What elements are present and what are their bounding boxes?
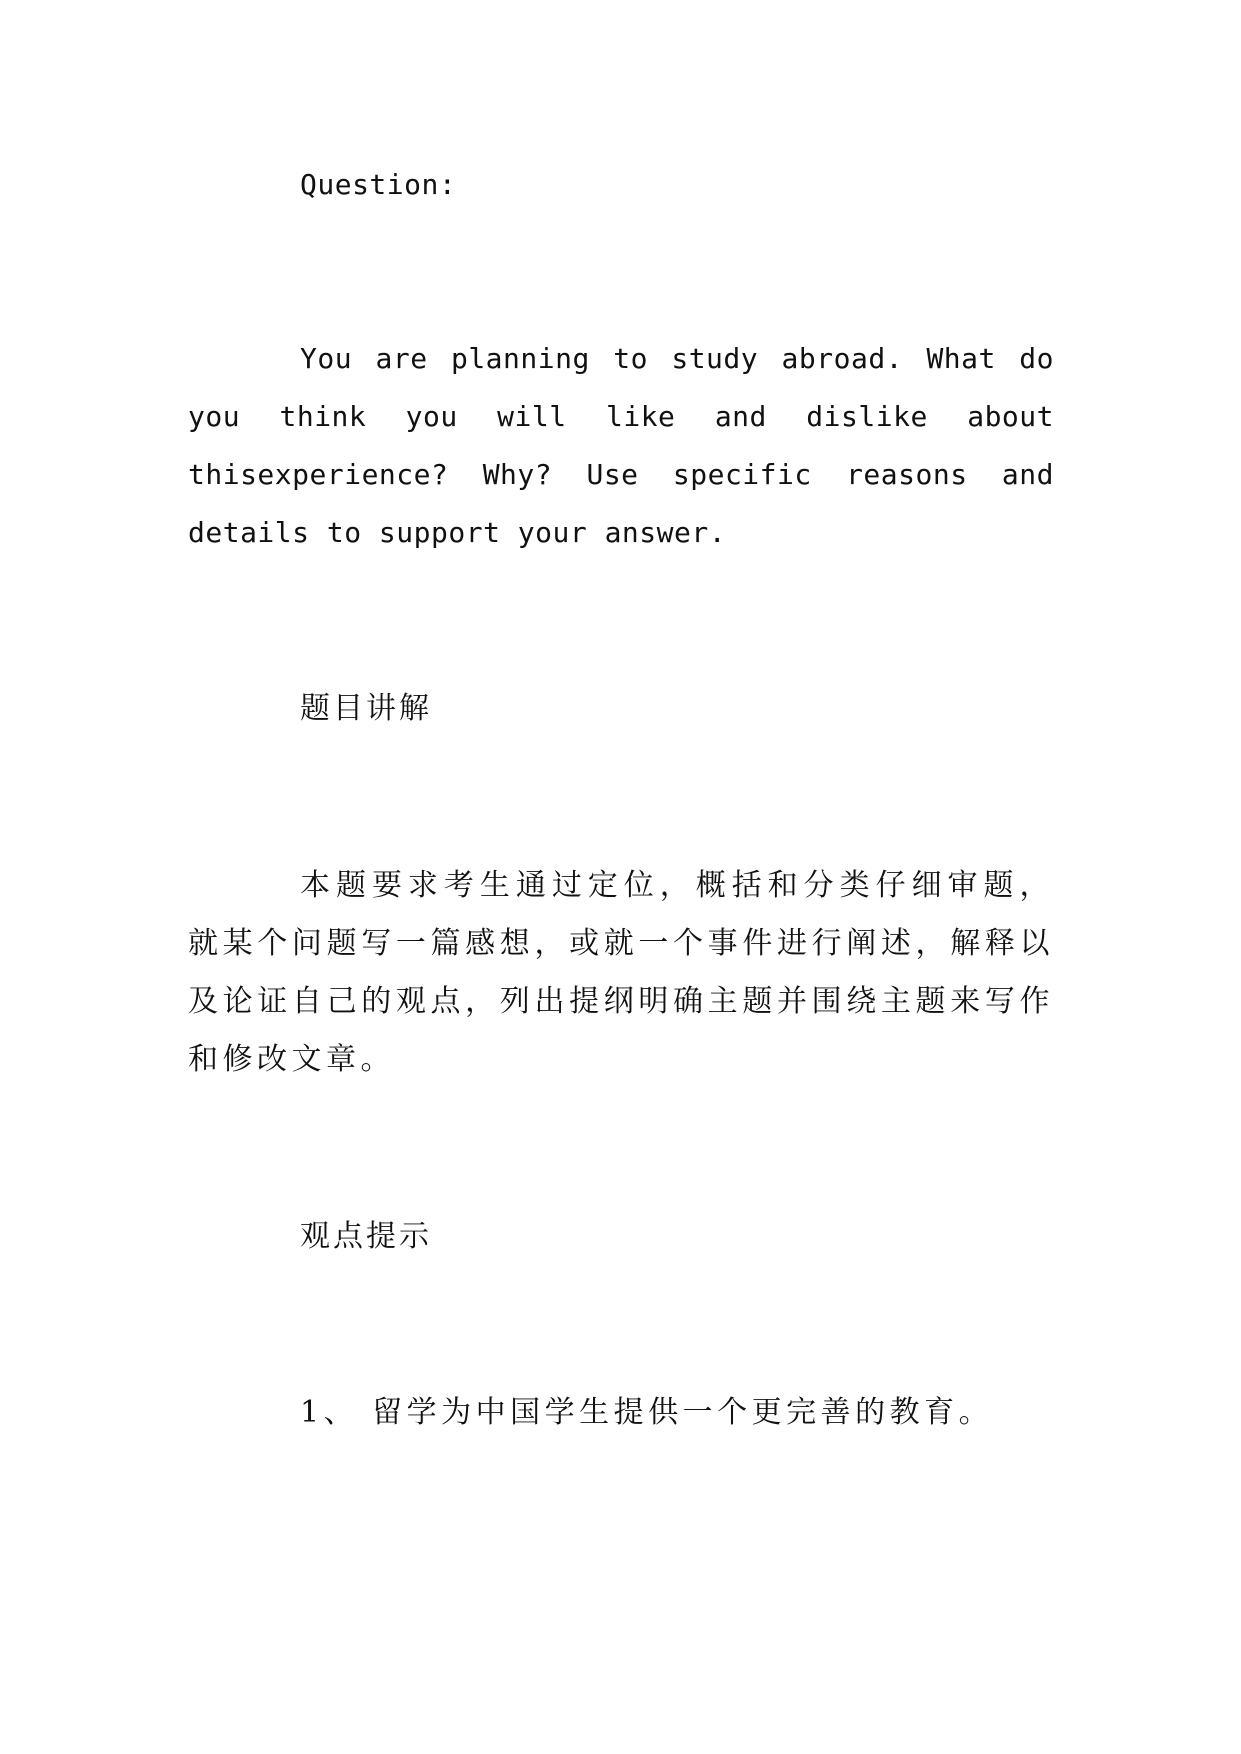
question-text: You are planning to study abroad. What do you think you will like and dislike about thisexperience? Why? Use specific reasons and details to support your answer.: [188, 342, 1054, 549]
topic-explanation-paragraph: 本题要求考生通过定位，概括和分类仔细审题，就某个问题写一篇感想，或就一个事件进行阐述，解释以及论证自己的观点，列出提纲明确主题并围绕主题来写作和修改文章。: [188, 868, 1054, 1077]
viewpoint-item-1: 1、 留学为中国学生提供一个更完善的教育。: [300, 1395, 994, 1430]
section-heading-topic-explanation: 题目讲解: [300, 691, 432, 726]
question-label: Question:: [300, 168, 457, 201]
section-heading-viewpoint-hints: 观点提示: [300, 1219, 432, 1254]
